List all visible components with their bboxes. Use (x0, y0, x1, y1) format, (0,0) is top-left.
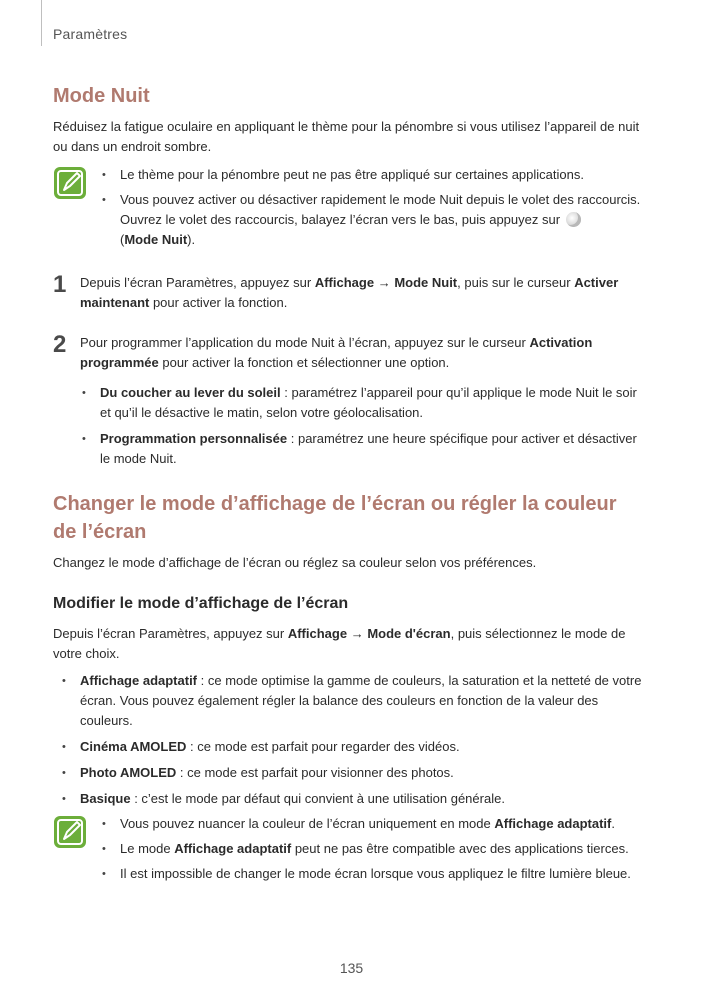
page-number: 135 (339, 960, 364, 976)
note-item: • Vous pouvez activer ou désactiver rapidement le mode Nuit depuis le volet des raccourcis. Ouvrez le volet des raccourcis, balayez l’écran vers le bas, puis appuyez sur (Mode Nuit). (100, 190, 648, 250)
section-intro: Changez le mode d’affichage de l’écran ou réglez sa couleur selon vos préférences. (53, 555, 537, 570)
note-item: • Le thème pour la pénombre peut ne pas être appliqué sur certaines applications. (100, 165, 648, 185)
note-icon (53, 815, 87, 849)
section-title-changer-mode: Changer le mode d’affichage de l’écran ou régler la couleur de l’écran (53, 493, 617, 543)
note-icon (53, 166, 87, 200)
list-item: • Du coucher au lever du soleil : paramétrez l’appareil pour qu’il applique le mode Nuit le soir et qu’il le désactive le matin, selon votre géolocalisation. (80, 383, 648, 423)
note-list (100, 165, 648, 255)
list-item: • Cinéma AMOLED : ce mode est parfait pour regarder des vidéos. (60, 737, 646, 757)
note-list (100, 814, 648, 889)
paragraph: Depuis l’écran Paramètres, appuyez sur Affichage → Mode d'écran, puis sélectionnez le mode de votre choix. (53, 626, 626, 661)
step-number: 2 (53, 331, 67, 358)
header-rule (41, 0, 42, 46)
note-item: • Vous pouvez nuancer la couleur de l’écran uniquement en mode Affichage adaptatif. (100, 814, 648, 834)
list-item: • Affichage adaptatif : ce mode optimise la gamme de couleurs, la saturation et la netteté de votre écran. Vous pouvez également régler la balance des couleurs en fonction de la valeur des couleurs. (60, 671, 646, 731)
section-title-mode-nuit: Mode Nuit (53, 85, 150, 107)
step-text: Depuis l’écran Paramètres, appuyez sur Affichage → Mode Nuit, puis sur le curseur Activer maintenant pour activer la fonction. (80, 275, 619, 310)
section-intro: Réduisez la fatigue oculaire en appliquant le thème pour la pénombre si vous utilisez l’appareil de nuit ou dans un endroit sombre. (53, 119, 640, 154)
list-item: • Basique : c’est le mode par défaut qui convient à une utilisation générale. (60, 789, 646, 809)
list-item: • Programmation personnalisée : paramétrez une heure spécifique pour activer et désactiver le mode Nuit. (80, 429, 648, 469)
mode-list (60, 671, 646, 815)
night-mode-moon-icon (566, 212, 581, 227)
option-list (80, 383, 648, 475)
step-number: 1 (53, 271, 67, 298)
list-item: • Photo AMOLED : ce mode est parfait pour visionner des photos. (60, 763, 646, 783)
running-header: Paramètres (53, 26, 128, 42)
note-item: • Il est impossible de changer le mode écran lorsque vous appliquez le filtre lumière bleue. (100, 864, 648, 884)
subsection-title: Modifier le mode d’affichage de l’écran (53, 595, 349, 612)
note-item: • Le mode Affichage adaptatif peut ne pas être compatible avec des applications tierces. (100, 839, 648, 859)
step-text: Pour programmer l’application du mode Nuit à l’écran, appuyez sur le curseur Activation programmée pour activer la fonction et sélectionner une option. (80, 335, 593, 370)
